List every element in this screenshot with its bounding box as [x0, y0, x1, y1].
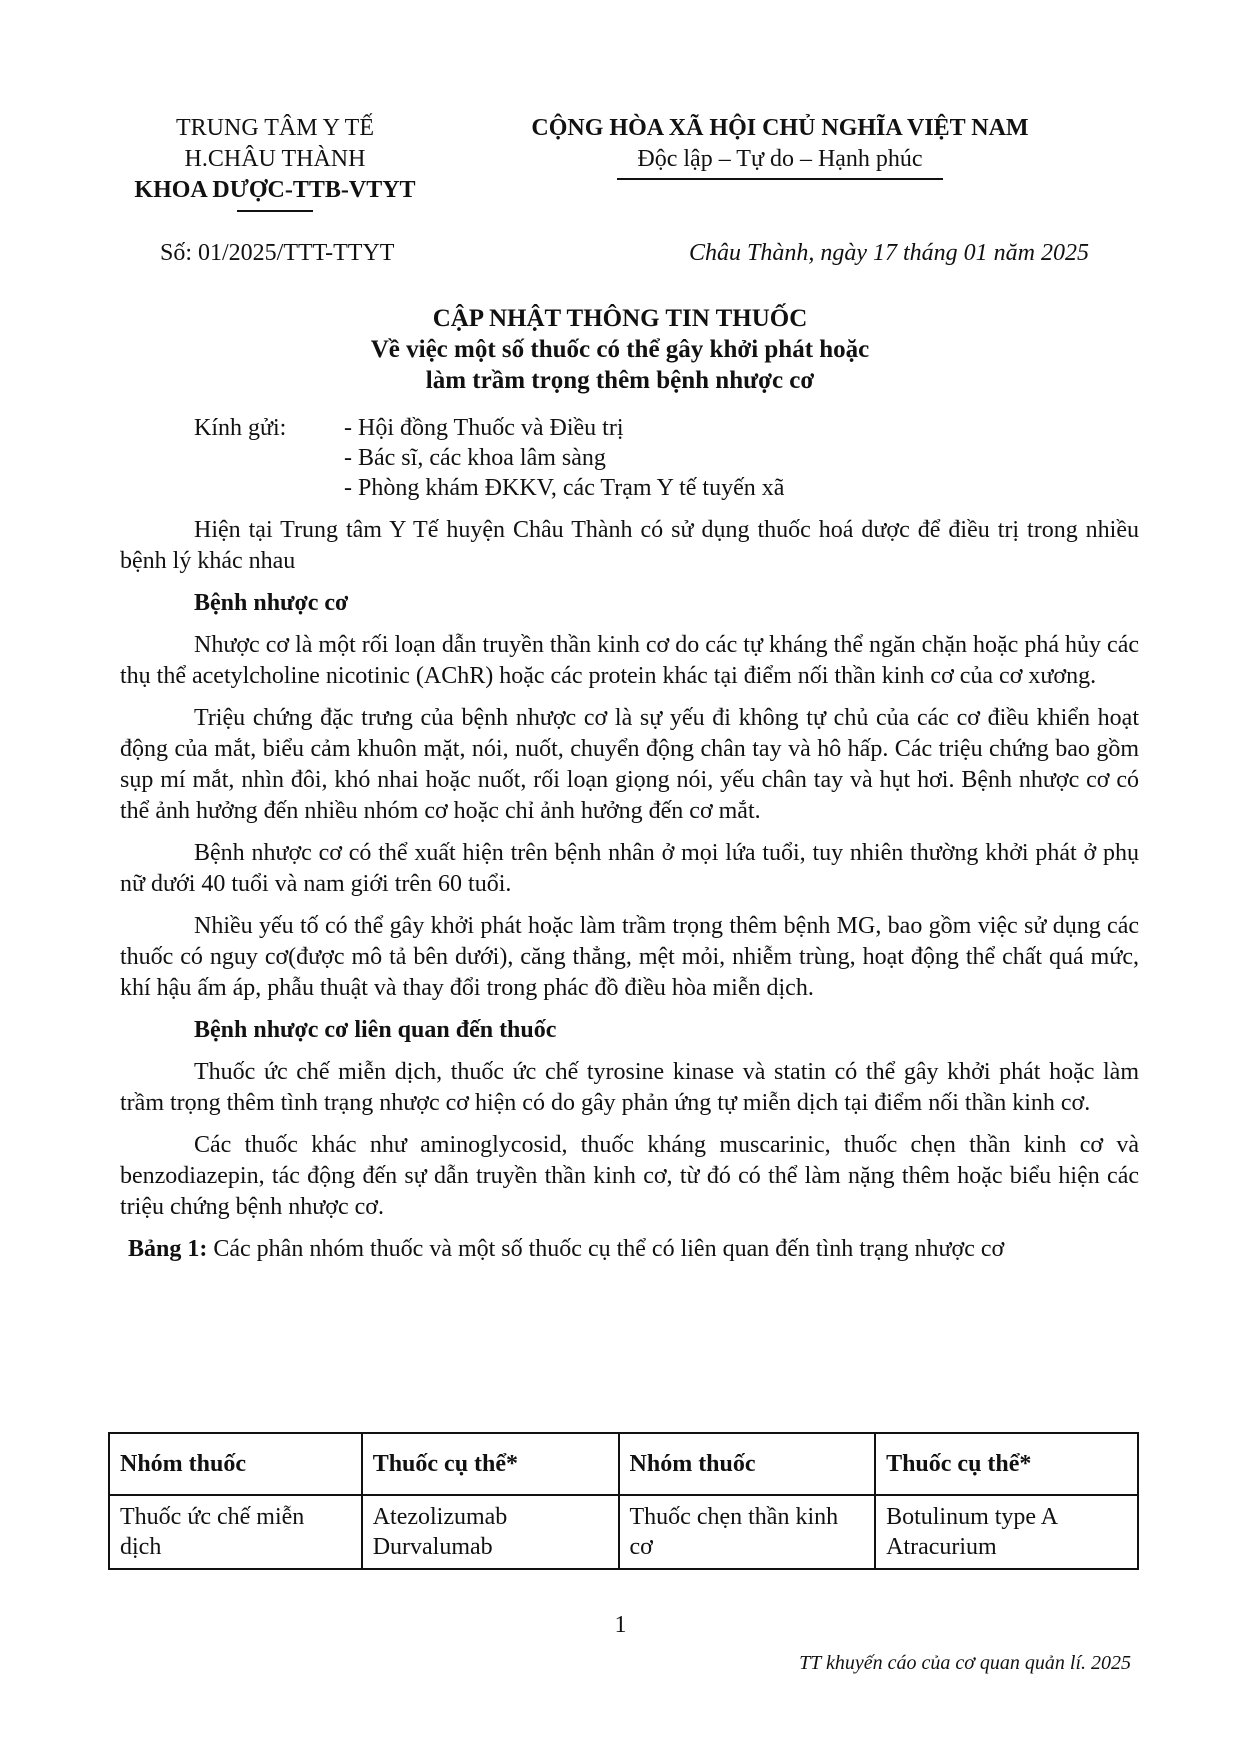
issuer-line-2: H.CHÂU THÀNH — [184, 146, 366, 172]
table-cell — [875, 1495, 1138, 1569]
paragraph: Các thuốc khác như aminoglycosid, thuốc kháng muscarinic, thuốc chẹn thần kinh cơ và benzodiazepin, tác động đến sự dẫn truyền thần kinh cơ, từ đó có thể làm nặng thêm hoặc biểu hiện các triệu chứng bệnh nhược cơ. — [120, 1132, 1139, 1220]
page-number: 1 — [614, 1612, 627, 1638]
table-caption-label: Bảng 1: — [128, 1236, 208, 1262]
paragraph: Nhược cơ là một rối loạn dẫn truyền thần kinh cơ do các tự kháng thể ngăn chặn hoặc phá hủy các thụ thể acetylcholine nicotinic (AChR) hoặc các protein khác tại điểm nối thần kinh cơ của cơ xương. — [120, 632, 1139, 689]
intro-paragraph: Hiện tại Trung tâm Y Tế huyện Châu Thành có sử dụng thuốc hoá dược để điều trị trong nhiều bệnh lý khác nhau — [120, 517, 1139, 574]
recipient-item: - Hội đồng Thuốc và Điều trị — [344, 415, 624, 441]
recipient-item: - Bác sĩ, các khoa lâm sàng — [344, 445, 606, 471]
recipients-block — [194, 413, 784, 503]
page-footer: TT khuyến cáo của cơ quan quản lí. 2025 — [799, 1652, 1131, 1674]
table-header-row — [109, 1433, 1138, 1495]
recipients-label: Kính gửi: — [194, 415, 287, 441]
document-number: Số: 01/2025/TTT-TTYT — [160, 240, 395, 266]
table-cell: Thuốc ức chế miễn dịch — [109, 1495, 362, 1569]
column-header: Thuốc cụ thể* — [362, 1433, 619, 1495]
drug-table — [108, 1432, 1139, 1570]
issuer-block — [110, 113, 440, 212]
drug-name: Atracurium — [886, 1534, 997, 1560]
national-motto: Độc lập – Tự do – Hạnh phúc — [637, 146, 923, 172]
table-row — [109, 1495, 1138, 1569]
title-line-2: Về việc một số thuốc có thể gây khởi phát hoặc — [370, 336, 870, 363]
document-body — [120, 515, 1139, 1276]
recipient-item: - Phòng khám ĐKKV, các Trạm Y tế tuyến xã — [344, 475, 785, 501]
title-line-1: CẬP NHẬT THÔNG TIN THUỐC — [432, 305, 808, 332]
drug-name: Atezolizumab — [372, 1504, 508, 1530]
column-header: Thuốc cụ thể* — [875, 1433, 1138, 1495]
national-header — [470, 113, 1090, 180]
nation-name: CỘNG HÒA XÃ HỘI CHỦ NGHĨA VIỆT NAM — [531, 115, 1029, 141]
table-caption — [120, 1234, 1139, 1265]
title-line-3: làm trầm trọng thêm bệnh nhược cơ — [425, 367, 815, 394]
table-cell: Thuốc chẹn thần kinh cơ — [619, 1495, 876, 1569]
motto-underline — [617, 178, 943, 180]
section-heading-drug-related: Bệnh nhược cơ liên quan đến thuốc — [194, 1017, 557, 1043]
column-header: Nhóm thuốc — [109, 1433, 362, 1495]
paragraph: Bệnh nhược cơ có thể xuất hiện trên bệnh nhân ở mọi lứa tuổi, tuy nhiên thường khởi phát ở phụ nữ dưới 40 tuổi và nam giới trên 60 tuổi. — [120, 840, 1139, 897]
issuer-line-1: TRUNG TÂM Y TẾ — [176, 115, 374, 141]
paragraph: Nhiều yếu tố có thể gây khởi phát hoặc làm trầm trọng thêm bệnh MG, bao gồm việc sử dụng các thuốc có nguy cơ(được mô tả bên dưới), căng thẳng, mệt mỏi, nhiễm trùng, hoạt động thể chất quá mức, khí hậu ấm áp, phẫu thuật và thay đổi trong phác đồ điều hòa miễn dịch. — [120, 913, 1139, 1001]
place-date: Châu Thành, ngày 17 tháng 01 năm 2025 — [688, 240, 1089, 266]
document-title — [120, 303, 1120, 396]
section-heading-myasthenia: Bệnh nhược cơ — [194, 590, 349, 616]
table-cell — [362, 1495, 619, 1569]
table-caption-text: Các phân nhóm thuốc và một số thuốc cụ thể có liên quan đến tình trạng nhược cơ — [207, 1236, 1005, 1262]
drug-name: Durvalumab — [372, 1534, 493, 1560]
paragraph: Triệu chứng đặc trưng của bệnh nhược cơ là sự yếu đi không tự chủ của các cơ điều khiển hoạt động của mắt, biểu cảm khuôn mặt, nói, nuốt, chuyển động chân tay và hô hấp. Các triệu chứng bao gồm sụp mí mắt, nhìn đôi, khó nhai hoặc nuốt, rối loạn giọng nói, yếu chân tay và hụt hơi. Bệnh nhược cơ có thể ảnh hưởng đến nhiều nhóm cơ hoặc chỉ ảnh hưởng đến cơ mắt. — [120, 705, 1139, 824]
drug-name: Botulinum type A — [886, 1504, 1059, 1530]
issuer-underline — [237, 210, 313, 212]
column-header: Nhóm thuốc — [619, 1433, 876, 1495]
issuer-department: KHOA DƯỢC-TTB-VTYT — [134, 177, 416, 203]
paragraph: Thuốc ức chế miễn dịch, thuốc ức chế tyrosine kinase và statin có thể gây khởi phát hoặc làm trầm trọng thêm tình trạng nhược cơ hiện có do gây phản ứng tự miễn dịch tại điểm nối thần kinh cơ. — [120, 1059, 1139, 1116]
